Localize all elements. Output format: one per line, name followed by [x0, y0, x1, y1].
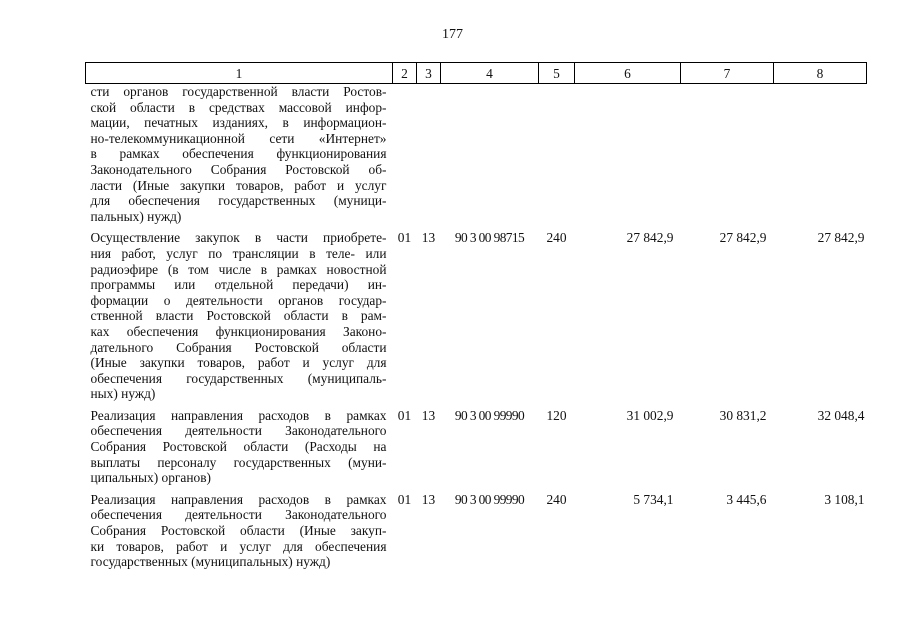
- description-line: программы или отдельной передачи) ин-: [90, 277, 387, 293]
- header-col-5: 5: [539, 63, 575, 84]
- amount-col-6: 5 734,1: [633, 491, 674, 507]
- amount-col-6: [575, 84, 681, 231]
- description-line: ния работ, услуг по трансляции в теле- или: [90, 245, 387, 261]
- description-line: ках обеспечения функционирования Законо-: [90, 323, 387, 339]
- table-row: [86, 408, 867, 492]
- description-line: (Иные закупки товаров, работ и услуг для: [90, 355, 387, 371]
- description-line: но-телекоммуникационной сети «Интернет»: [90, 130, 387, 146]
- description-line: Осуществление закупок в части приобрете-: [90, 230, 387, 246]
- description-line: обеспечения деятельности Законодательного: [90, 507, 387, 523]
- description-line: Собрания Ростовской области (Иные закуп-: [90, 523, 387, 539]
- description-line: государственных (муниципальных) нужд): [90, 554, 331, 570]
- description-line: формации о деятельности органов государ-: [90, 292, 387, 308]
- section-code: [393, 84, 417, 231]
- target-article-code: 90 3 00 98715: [454, 230, 525, 246]
- header-col-7: 7: [681, 63, 774, 84]
- description-line: пальных) нужд): [90, 208, 182, 224]
- description-line: ласти (Иные закупки товаров, работ и услуг: [90, 177, 387, 193]
- description-line: Собрания Ростовской области (Расходы на: [90, 439, 387, 455]
- header-col-8: 8: [774, 63, 867, 84]
- description-line: выплаты персоналу государственных (муни-: [90, 454, 387, 470]
- section-code: 01: [397, 407, 412, 423]
- amount-col-7: [681, 84, 774, 231]
- table-row: [86, 492, 867, 576]
- subsection-code: 13: [421, 407, 436, 423]
- description-line: ки товаров, работ и услуг для обеспечения: [90, 538, 387, 554]
- target-article-code: [441, 84, 539, 231]
- table-row: [86, 84, 867, 231]
- description-line: обеспечения деятельности Законодательного: [90, 423, 387, 439]
- header-col-6: 6: [575, 63, 681, 84]
- row-description: [86, 492, 393, 576]
- amount-col-7: 3 445,6: [726, 491, 767, 507]
- amount-col-8: 27 842,9: [817, 230, 865, 246]
- budget-table: [85, 62, 867, 576]
- subsection-code: 13: [421, 230, 436, 246]
- description-line: радиоэфире (в том числе в рамках новостной: [90, 261, 387, 277]
- header-col-3: 3: [417, 63, 441, 84]
- header-col-1: 1: [86, 63, 393, 84]
- description-line: ственной власти Ростовской области в рам-: [90, 308, 387, 324]
- description-line: дательного Собрания Ростовской области: [90, 339, 387, 355]
- row-description: [86, 84, 393, 231]
- description-line: для обеспечения государственных (муници-: [90, 193, 387, 209]
- description-line: ской области в средствах массовой инфор-: [90, 99, 387, 115]
- amount-col-6: 31 002,9: [626, 407, 674, 423]
- expense-type-code: 240: [546, 230, 567, 246]
- amount-col-8: 3 108,1: [824, 491, 865, 507]
- description-line: Законодательного Собрания Ростовской об-: [90, 161, 387, 177]
- description-line: ных) нужд): [90, 386, 156, 402]
- page-number: 177: [442, 27, 463, 42]
- section-code: 01: [397, 230, 412, 246]
- description-line: Реализация направления расходов в рамках: [90, 491, 387, 507]
- amount-col-6: 27 842,9: [626, 230, 674, 246]
- subsection-code: 13: [421, 491, 436, 507]
- row-description: [86, 230, 393, 408]
- table-row: [86, 230, 867, 408]
- target-article-code: 90 3 00 99990: [454, 407, 525, 423]
- table-header: [86, 63, 867, 84]
- description-line: Реализация направления расходов в рамках: [90, 407, 387, 423]
- row-description: [86, 408, 393, 492]
- header-col-2: 2: [393, 63, 417, 84]
- description-line: мации, печатных изданиях, в информацион-: [90, 115, 387, 131]
- description-line: ципальных) органов): [90, 470, 211, 486]
- amount-col-7: 27 842,9: [719, 230, 767, 246]
- header-row: [86, 63, 867, 84]
- expense-type-code: [539, 84, 575, 231]
- target-article-code: 90 3 00 99990: [454, 491, 525, 507]
- description-line: в рамках обеспечения функционирования: [90, 146, 387, 162]
- amount-col-8: 32 048,4: [817, 407, 865, 423]
- expense-type-code: 240: [546, 491, 567, 507]
- section-code: 01: [397, 491, 412, 507]
- table-body: [86, 84, 867, 576]
- subsection-code: [417, 84, 441, 231]
- description-line: сти органов государственной власти Ростов-: [90, 84, 387, 99]
- expense-type-code: 120: [546, 407, 567, 423]
- header-col-4: 4: [441, 63, 539, 84]
- description-line: обеспечения государственных (муниципаль-: [90, 370, 387, 386]
- amount-col-7: 30 831,2: [719, 407, 767, 423]
- amount-col-8: [774, 84, 867, 231]
